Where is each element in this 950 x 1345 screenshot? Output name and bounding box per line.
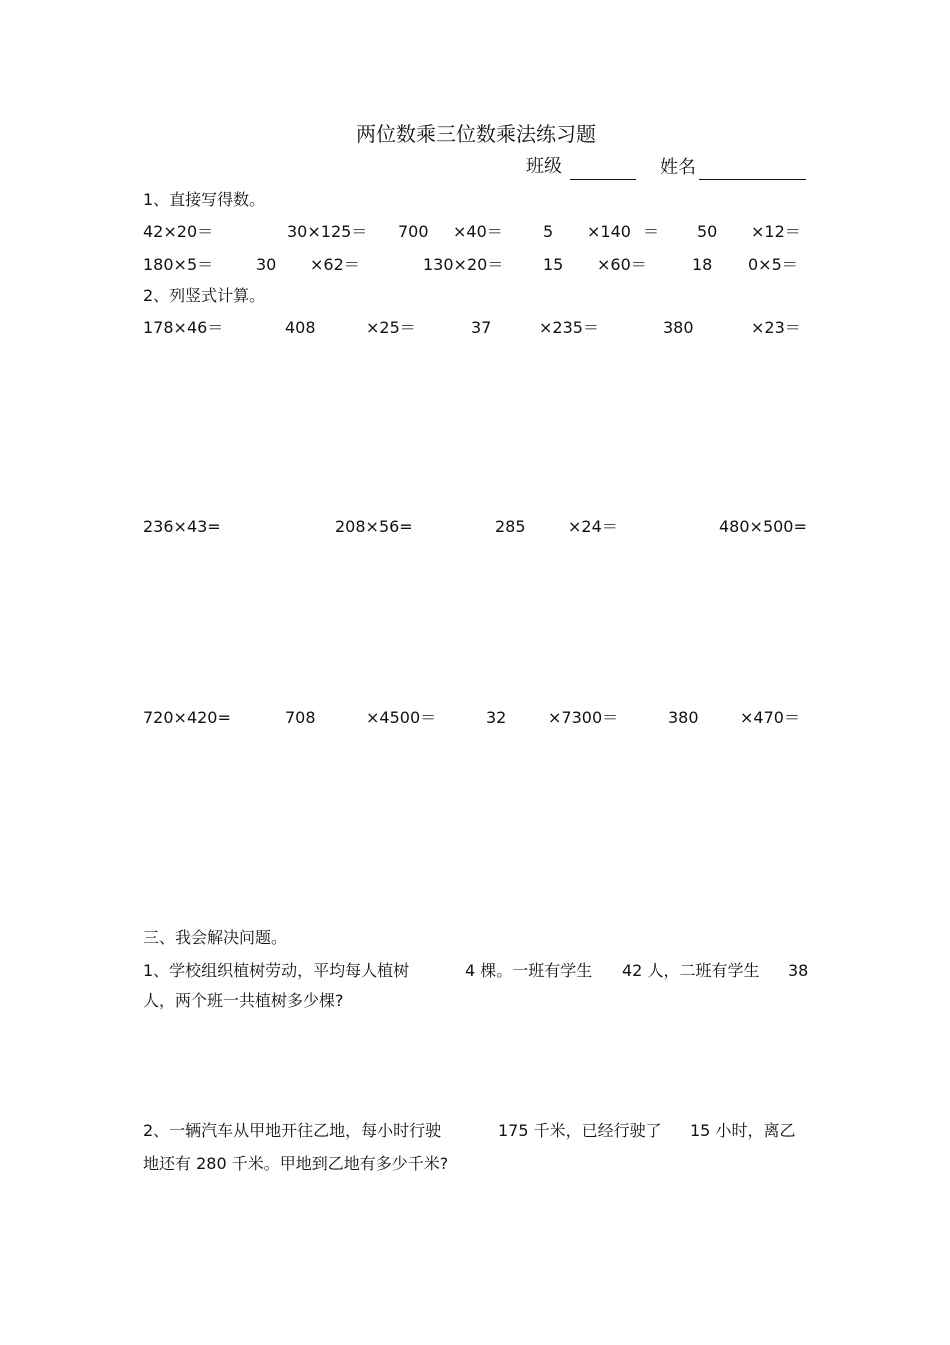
oral-item: 15 [543, 255, 564, 274]
problem1-text: 42 人，二班有学生 [622, 961, 760, 980]
oral-item: ＝ [643, 222, 660, 241]
problem1-text: 人，两个班一共植树多少棵? [143, 991, 344, 1010]
oral-item: 700 [398, 222, 429, 241]
name-blank[interactable] [699, 179, 806, 180]
vertical-item: 380 [668, 708, 699, 727]
vertical-item: 208×56= [335, 517, 413, 536]
oral-item: 5 [543, 222, 554, 241]
vertical-item: ×7300＝ [548, 708, 619, 727]
oral-item: 30 [256, 255, 277, 274]
oral-item: ×140 [587, 222, 631, 241]
vertical-item: 708 [285, 708, 316, 727]
vertical-item: 236×43= [143, 517, 221, 536]
problem2-text: 地还有 280 千米。甲地到乙地有多少千米? [143, 1154, 449, 1173]
section1-heading: 1、直接写得数。 [143, 190, 266, 209]
oral-item: 130×20＝ [423, 255, 504, 274]
vertical-item: 37 [471, 318, 492, 337]
problem2-text: 15 小时，离乙 [690, 1121, 796, 1140]
oral-item: 0×5＝ [748, 255, 798, 274]
vertical-item: ×25＝ [366, 318, 416, 337]
oral-item: 30×125＝ [287, 222, 368, 241]
problem1-text: 1、学校组织植树劳动，平均每人植树 [143, 961, 410, 980]
problem2-text: 2、一辆汽车从甲地开往乙地，每小时行驶 [143, 1121, 442, 1140]
oral-item: 50 [697, 222, 718, 241]
vertical-item: 32 [486, 708, 507, 727]
problem1-text: 4 棵。一班有学生 [465, 961, 593, 980]
oral-item: ×60＝ [597, 255, 647, 274]
name-label: 姓名 [660, 157, 696, 178]
oral-item: ×62＝ [310, 255, 360, 274]
vertical-item: 178×46＝ [143, 318, 224, 337]
class-blank[interactable] [570, 179, 636, 180]
page-title: 两位数乘三位数乘法练习题 [356, 122, 596, 146]
oral-item: 42×20＝ [143, 222, 214, 241]
vertical-item: 408 [285, 318, 316, 337]
vertical-item: 720×420= [143, 708, 231, 727]
vertical-item: ×470＝ [740, 708, 800, 727]
vertical-item: 480×500= [719, 517, 807, 536]
problem1-text: 38 [788, 961, 809, 980]
vertical-item: ×23＝ [751, 318, 801, 337]
oral-item: ×40＝ [453, 222, 503, 241]
oral-item: ×12＝ [751, 222, 801, 241]
section2-heading: 2、列竖式计算。 [143, 286, 266, 305]
problem2-text: 175 千米，已经行驶了 [498, 1121, 662, 1140]
class-label: 班级 [526, 156, 562, 177]
vertical-item: 285 [495, 517, 526, 536]
vertical-item: ×4500＝ [366, 708, 437, 727]
oral-item: 180×5＝ [143, 255, 214, 274]
section3-heading: 三、我会解决问题。 [143, 928, 288, 947]
vertical-item: ×235＝ [539, 318, 599, 337]
vertical-item: 380 [663, 318, 694, 337]
vertical-item: ×24＝ [568, 517, 618, 536]
oral-item: 18 [692, 255, 713, 274]
